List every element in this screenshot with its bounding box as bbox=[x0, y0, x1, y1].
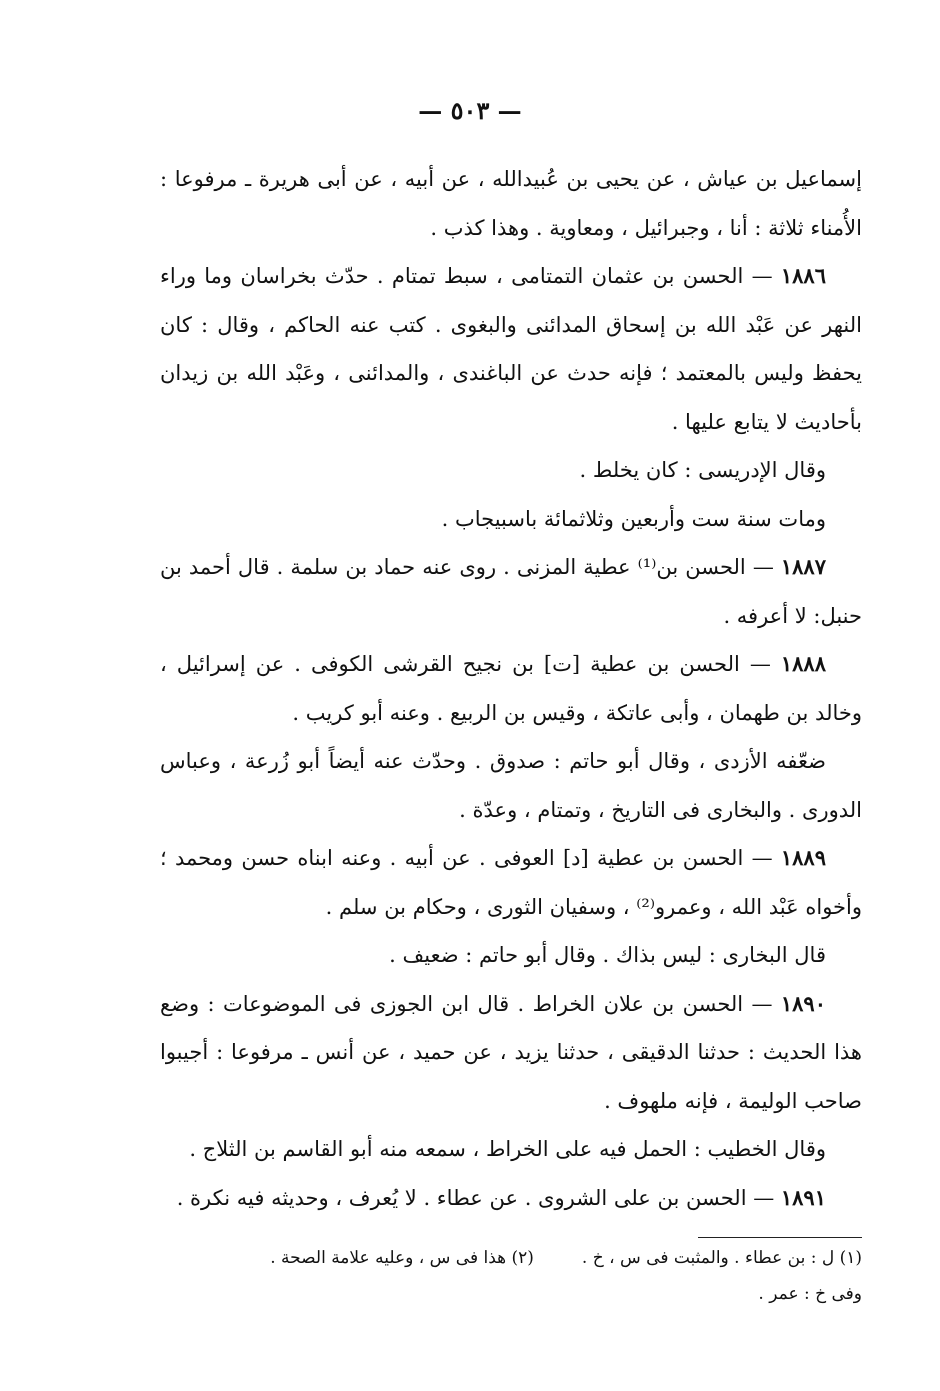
paragraph-7 bbox=[160, 737, 862, 834]
body-text bbox=[160, 155, 862, 1222]
paragraph-text: ضعّفه الأزدى ، وقال أبو حاتم : صدوق . وحدّث عنه أيضاً أبو زُرعة ، وعباس الدورى . والبخارى فى التاريخ ، وتمتام ، وعدّة . bbox=[160, 749, 862, 822]
entry-1889 bbox=[160, 834, 862, 931]
entry-text: — الحسن بن عطية [ت] بن نجيح القرشى الكوفى . عن إسرائيل ، وخالد بن طهمان ، وأبى عاتكة ، وقيس بن الربيع . وعنه أبو كريب . bbox=[160, 652, 862, 725]
entry-1886 bbox=[160, 252, 862, 446]
entry-text: — الحسن بن⁽¹⁾ عطية المزنى . روى عنه حماد بن سلمة . قال أحمد بن حنبل: لا أعرفه . bbox=[160, 555, 862, 628]
entry-number: ١٨٨٩ bbox=[780, 845, 826, 870]
footnotes bbox=[160, 1240, 862, 1312]
paragraph-text: قال البخارى : ليس بذاك . وقال أبو حاتم : ضعيف . bbox=[389, 943, 826, 967]
entry-text: — الحسن بن عثمان التمتامى ، سبط تمتام . حدّث بخراسان وما وراء النهر عن عَبْد الله بن إسحاق المدائنى والبغوى . كتب عنه الحاكم ، وقال : كان يحفظ وليس بالمعتمد ؛ فإنه حدث عن الباغندى ، والمدائنى ، وعَبْد الله بن زيدان بأحاديث لا يتابع عليها . bbox=[160, 264, 862, 434]
footnote-separator bbox=[698, 1237, 862, 1238]
entry-1887 bbox=[160, 543, 862, 640]
footnote-1: (١) ل : بن عطاء . والمثبت فى س ، خ . bbox=[581, 1248, 862, 1268]
paragraph-text: ومات سنة ست وأربعين وثلاثمائة باسبيجاب . bbox=[441, 506, 826, 531]
entry-1891 bbox=[160, 1174, 862, 1223]
paragraph-9 bbox=[160, 931, 862, 980]
entry-text: — الحسن بن على الشروى . عن عطاء . لا يُعرف ، وحديثه فيه نكرة . bbox=[176, 1185, 781, 1210]
entry-1890 bbox=[160, 980, 862, 1126]
paragraph-text: إسماعيل بن عياش ، عن يحيى بن عُبيدالله ، عن أبيه ، عن أبى هريرة ـ مرفوعا : الأُمناء ثلاثة : أنا ، وجبرائيل ، ومعاوية . وهذا كذب . bbox=[160, 167, 862, 240]
footnote-1-continuation: وفى خ : عمر . bbox=[758, 1284, 862, 1304]
entry-1888 bbox=[160, 640, 862, 737]
entry-number: ١٨٨٦ bbox=[780, 263, 826, 288]
entry-text: — الحسن بن علان الخراط . قال ابن الجوزى فى الموضوعات : وضع هذا الحديث : حدثنا الدقيقى ، حدثنا يزيد ، عن حميد ، عن أنس ـ مرفوعا : أجيبوا صاحب الوليمة ، فإنه ملهوف . bbox=[160, 991, 862, 1113]
footnote-line bbox=[160, 1276, 862, 1312]
entry-number: ١٨٩١ bbox=[780, 1184, 826, 1210]
paragraph-1 bbox=[160, 155, 862, 252]
entry-number: ١٨٨٧ bbox=[780, 554, 826, 579]
footnote-line bbox=[160, 1240, 862, 1276]
footnote-2: (٢) هذا فى س ، وعليه علامة الصحة . bbox=[270, 1248, 534, 1268]
entry-text: — الحسن بن عطية [د] العوفى . عن أبيه . وعنه ابناه حسن ومحمد ؛ وأخواه عَبْد الله ، وعمرو⁽²⁾ ، وسفيان الثورى ، وحكام بن سلم . bbox=[160, 846, 862, 919]
paragraph-text: وقال الخطيب : الحمل فيه على الخراط ، سمعه منه أبو القاسم بن الثلاج . bbox=[189, 1137, 826, 1161]
paragraph-4 bbox=[160, 495, 862, 544]
paragraph-11 bbox=[160, 1125, 862, 1174]
entry-number: ١٨٨٨ bbox=[780, 651, 826, 676]
entry-number: ١٨٩٠ bbox=[780, 990, 826, 1016]
paragraph-text: وقال الإدريسى : كان يخلط . bbox=[579, 458, 826, 482]
paragraph-3 bbox=[160, 446, 862, 495]
page-number: — ٥٠٣ — bbox=[418, 96, 522, 125]
